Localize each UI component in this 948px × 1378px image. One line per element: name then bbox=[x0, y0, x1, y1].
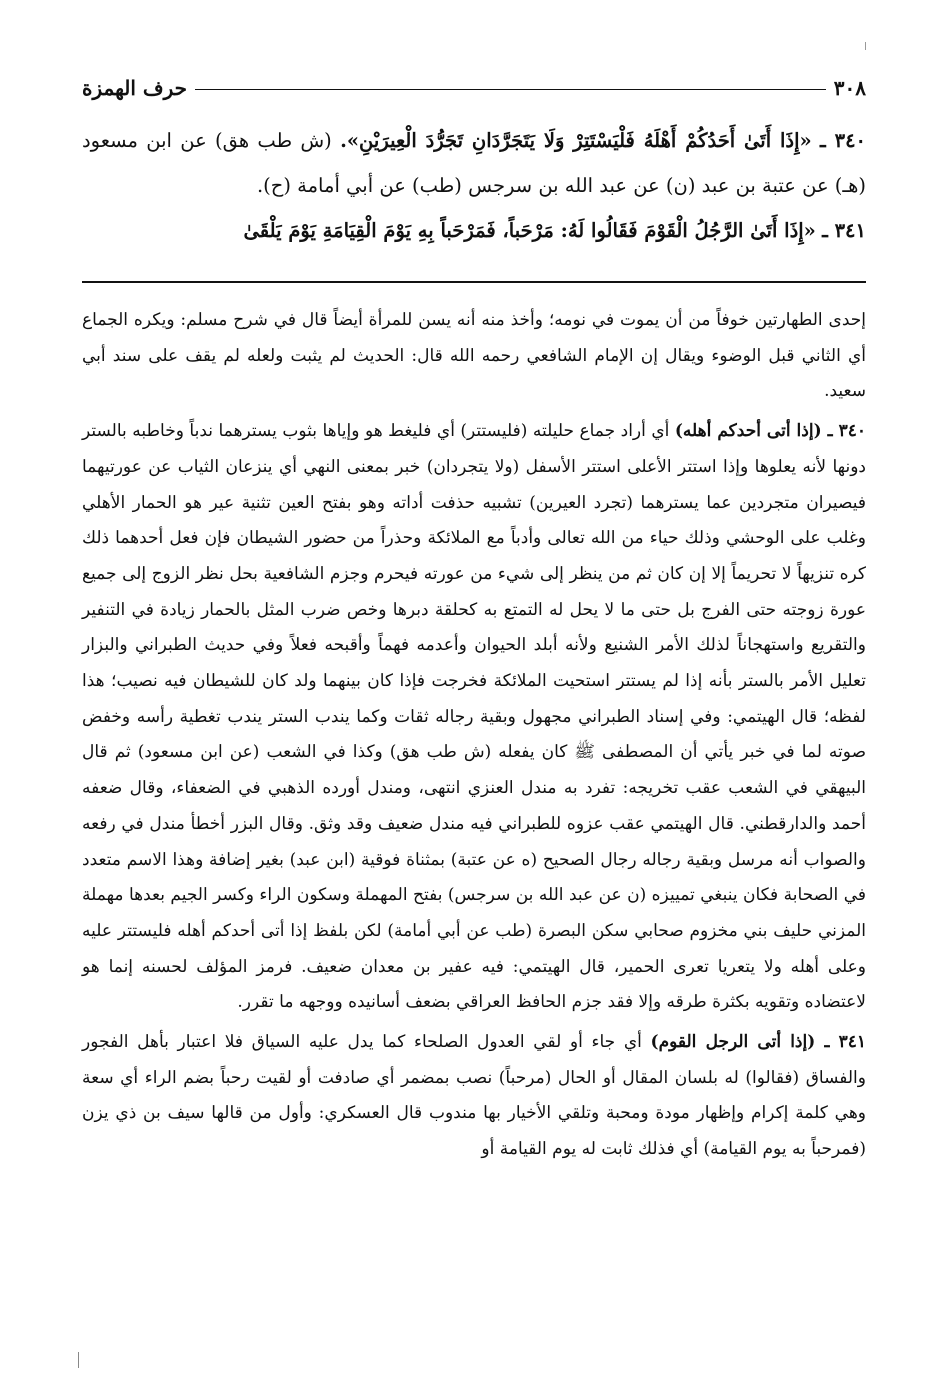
hadith-341 bbox=[82, 208, 866, 253]
hadith-340 bbox=[82, 118, 866, 208]
hadith-matn: «إِذَا أَتَىٰ أَحَدُكُمْ أَهْلَهُ فَلْيَسْتَتِرْ وَلَا يَتَجَرَّدَانِ تَجَرُّدَ الْعِيرَيْنِ». bbox=[340, 129, 812, 152]
scan-mark bbox=[865, 42, 866, 50]
commentary-paragraph bbox=[82, 414, 866, 1021]
page-number: ٣٠٨ bbox=[833, 76, 866, 100]
page-header bbox=[82, 58, 866, 98]
hadith-sources: (ش طب هق) عن ابن مسعود (هـ) عن عتبة بن عبد (ن) عن عبد الله بن سرجس (طب) عن أبي أمامة (ح). bbox=[82, 129, 866, 197]
commentary-lead: ٣٤٠ ـ (إذا أتى أحدكم أهله) bbox=[674, 421, 867, 442]
commentary-paragraph bbox=[82, 303, 866, 410]
scan-mark bbox=[78, 1352, 79, 1368]
header-rule bbox=[195, 89, 826, 90]
commentary-block bbox=[82, 303, 866, 1168]
commentary-text: إحدى الطهارتين خوفاً من أن يموت في نومه؛ وأخذ منه أنه يسن للمرأة أيضاً قال في شرح مسلم: ويكره الجماع أي الثاني قبل الوضوء ويقال إن الإمام الشافعي رحمه الله قال: الحديث لم يثبت ولعله لم يقف على سند أبي سعيد. bbox=[82, 310, 866, 402]
commentary-lead: ٣٤١ ـ (إذا أتى الرجل القوم) bbox=[650, 1032, 867, 1053]
commentary-text: أي جاء أو لقي العدول الصلحاء كما يدل عليه السياق فلا اعتبار بأهل الفجور والفساق (فقالوا) له بلسان المقال أو الحال (مرحباً) نصب بمضمر أي صادفت أو لقيت رحباً بضم الراء أي سعة وهي كلمة إكرام وإظهار مودة ومحبة وتلقي الأخيار بها مندوب قال العسكري: وأول من قالها سيف بن ذي يزن (فمرحباً به يوم القيامة) أي فذلك ثابت له يوم القيامة أو bbox=[82, 1032, 866, 1160]
hadith-number: ٣٤٠ ـ bbox=[820, 129, 867, 152]
commentary-paragraph bbox=[82, 1025, 866, 1168]
hadith-number: ٣٤١ ـ bbox=[822, 219, 866, 242]
section-divider bbox=[82, 281, 866, 283]
hadith-text-block bbox=[82, 118, 866, 253]
chapter-title: حرف الهمزة bbox=[82, 76, 188, 100]
commentary-text: أي أراد جماع حليلته (فليستتر) أي فليغط هو وإياها بثوب يسترهما ندباً وخاطبه بالستر دونها لأنه يعلوها وإذا استتر الأعلى استتر الأسفل (ولا يتجردان) خبر بمعنى النهي أي ينزعان الثياب عن عورتيهما فيصيران متجردين عما يسترهما (تجرد العيرين) تشبيه حذفت أداته وهو بفتح العين تثنية عير هو الحمار الأهلي وغلب على الوحشي وذلك حياء من الله تعالى وأدباً مع الملائكة وحذراً من حضور الشيطان فإن فعل أحدهما ذلك كره تنزيهاً لا تحريماً إلا إن كان ثم من ينظر إلى شيء من عورته فيحرم وجزم الشافعية بحل نظر الزوج إلى جميع عورة زوجته حتى الفرج بل حتى ما لا يحل له التمتع به كحلقة دبرها وخص ضرب المثل بالحمار زيادة في التنفير والتقريع واستهجاناً لذلك الأمر الشنيع ولأنه أبلد الحيوان وأعدمه فهماً وأقبحه فعلاً وفي حديث الطبراني والبزار تعليل الأمر بالستر بأنه إذا لم يستتر استحيت الملائكة فخرجت فإذا كان بينهما ولد كان للشيطان فيه نصيب؛ هذا لفظه؛ قال الهيتمي: وفي إسناد الطبراني مجهول وبقية رجاله ثقات وكما يندب الستر يندب تغطية رأسه وخفض صوته لما في خبر يأتي أن المصطفى ﷺ كان يفعله (ش طب هق) وكذا في الشعب (عن ابن مسعود) ثم قال البيهقي في الشعب عقب تخريجه: تفرد به مندل العنزي انتهى، ومندل أورده الذهبي في الضعفاء، وقال ضعفه أحمد والدارقطني. قال الهيتمي عقب عزوه للطبراني فيه مندل ضعيف وقد وثق. وقال البزر أخطأ مندل في رفعه والصواب أنه مرسل وبقية رجاله رجال الصحيح (ه عن عتبة) بمثناة فوقية (ابن عبد) بغير إضافة وهذا الاسم متعدد في الصحابة فكان ينبغي تمييزه (ن عن عبد الله بن سرجس) بفتح المهملة وسكون الراء وكسر الجيم بعدها مهملة المزني حليف بني مخزوم صحابي سكن البصرة (طب عن أبي أمامة) لكن بلفظ إذا أتى أحدكم أهله فليستتر عليه وعلى أهله ولا يتعريا تعرى الحمير، قال الهيتمي: فيه عفير بن معدان ضعيف. فرمز المؤلف لحسنه إنما هو لاعتضاده وتقويه بكثرة طرقه وإلا فقد جزم الحافظ العراقي بضعف أسانيده ووجهه ما تقرر. bbox=[82, 421, 866, 1013]
hadith-matn: «إِذَا أَتَىٰ الرَّجُلُ الْقَوْمَ فَقَالُوا لَهُ: مَرْحَباً، فَمَرْحَباً بِهِ يَوْمَ الْقِيَامَةِ يَوْمَ يَلْقَىٰ bbox=[243, 219, 816, 242]
